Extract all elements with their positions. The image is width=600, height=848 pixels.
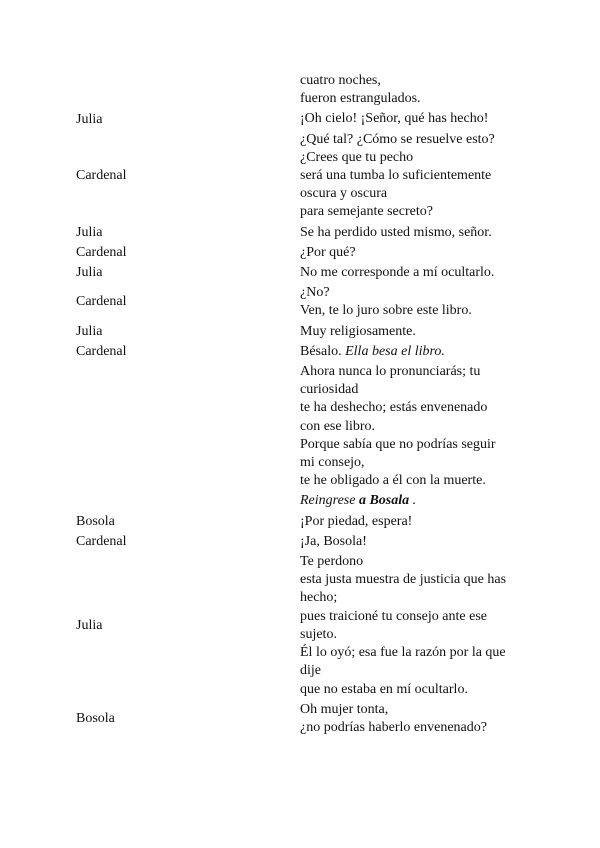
dialogue-lines	[300, 343, 530, 361]
dialogue-row	[0, 224, 600, 242]
dialogue-lines	[300, 224, 530, 242]
dialogue-lines	[300, 533, 530, 551]
dialogue-line: ¡Ja, Bosola!	[300, 533, 367, 549]
dialogue-row	[0, 284, 600, 320]
dialogue-lines	[300, 72, 530, 108]
speaker-name: Cardenal	[76, 343, 127, 359]
speaker-name: Cardenal	[76, 294, 127, 310]
dialogue-line: ¿Qué tal? ¿Cómo se resuelve esto?	[300, 131, 495, 147]
speaker-name: Bosola	[76, 710, 115, 726]
dialogue-lines	[300, 244, 530, 262]
dialogue-line: pues traicioné tu consejo ante ese	[300, 608, 487, 624]
dialogue-row	[0, 264, 600, 282]
dialogue-line: ¿no podrías haberlo envenenado?	[300, 719, 487, 735]
dialogue-line: mi consejo,	[300, 455, 365, 471]
dialogue-line: para semejante secreto?	[300, 204, 433, 220]
dialogue-line: te ha deshecho; estás envenenado	[300, 400, 488, 416]
dialogue-row	[0, 553, 600, 699]
dialogue-line: fueron estrangulados.	[300, 91, 421, 107]
dialogue-row	[0, 244, 600, 262]
stage-direction	[300, 492, 530, 510]
dialogue-line: Te perdono	[300, 554, 364, 570]
speaker-name: Julia	[76, 323, 103, 339]
stage-direction-emphasis: a Bosala	[358, 493, 410, 509]
dialogue-line: será una tumba lo suficientemente	[300, 168, 492, 184]
speaker-name: Julia	[76, 265, 103, 281]
dialogue-line: ¡Por piedad, espera!	[300, 513, 413, 529]
stage-direction-line	[300, 492, 530, 510]
dialogue-row	[0, 110, 600, 128]
dialogue-lines	[300, 323, 530, 341]
dialogue-row	[0, 533, 600, 551]
dialogue-line: curiosidad	[300, 382, 359, 398]
dialogue-line: que no estaba en mí ocultarlo.	[300, 681, 468, 697]
dialogue-line: oscura y oscura	[300, 186, 388, 202]
dialogue-lines	[300, 513, 530, 531]
stage-direction-inline: Ella besa el libro.	[345, 343, 445, 359]
dialogue-lines	[300, 284, 530, 320]
dialogue-row	[0, 131, 600, 222]
dialogue-line: te he obligado a él con la muerte.	[300, 473, 486, 489]
stage-direction-suffix: .	[409, 493, 417, 509]
speaker-name: Cardenal	[76, 168, 127, 184]
dialogue-row	[0, 363, 600, 490]
dialogue-line: Porque sabía que no podrías seguir	[300, 436, 496, 452]
stage-direction-prefix: Reingrese	[300, 493, 356, 509]
dialogue-line: dije	[300, 663, 321, 679]
dialogue-lines	[300, 701, 530, 737]
dialogue-lines	[300, 264, 530, 282]
dialogue-line: ¿Crees que tu pecho	[300, 149, 414, 165]
dialogue-line: ¡Oh cielo! ¡Señor, qué has hecho!	[300, 111, 489, 127]
dialogue-line: esta justa muestra de justicia que has	[300, 572, 507, 588]
speaker-name: Julia	[76, 224, 103, 240]
speaker-name: Cardenal	[76, 244, 127, 260]
dialogue-line: con ese libro.	[300, 418, 376, 434]
dialogue-line: ¿No?	[300, 285, 330, 301]
dialogue-line: ¿Por qué?	[300, 244, 356, 260]
dialogue-lines	[300, 110, 530, 128]
dialogue-line: No me corresponde a mí ocultarlo.	[300, 265, 495, 281]
dialogue-lines	[300, 363, 530, 490]
speaker-name: Julia	[76, 111, 103, 127]
speaker-name: Bosola	[76, 513, 115, 529]
dialogue-row	[0, 513, 600, 531]
dialogue-line: Ahora nunca lo pronunciarás; tu	[300, 364, 481, 380]
dialogue-row	[0, 343, 600, 361]
dialogue-text: Bésalo.	[300, 343, 342, 359]
dialogue-line: Se ha perdido usted mismo, señor.	[300, 224, 492, 240]
dialogue-line	[300, 343, 530, 361]
speaker-name: Cardenal	[76, 533, 127, 549]
dialogue-line: Muy religiosamente.	[300, 323, 416, 339]
dialogue-line: hecho;	[300, 590, 338, 606]
dialogue-line: Ven, te lo juro sobre este libro.	[300, 303, 472, 319]
dialogue-row	[0, 701, 600, 737]
dialogue-row	[0, 72, 600, 108]
dialogue-line: Él lo oyó; esa fue la razón por la que	[300, 645, 506, 661]
dialogue-line: cuatro noches,	[300, 73, 381, 88]
speaker-name: Julia	[76, 617, 103, 633]
stage-direction-row	[0, 492, 600, 510]
dialogue-row	[0, 323, 600, 341]
dialogue-line: sujeto.	[300, 626, 337, 642]
dialogue-line: Oh mujer tonta,	[300, 701, 389, 717]
dialogue-lines	[300, 553, 530, 699]
dialogue-lines	[300, 131, 530, 222]
